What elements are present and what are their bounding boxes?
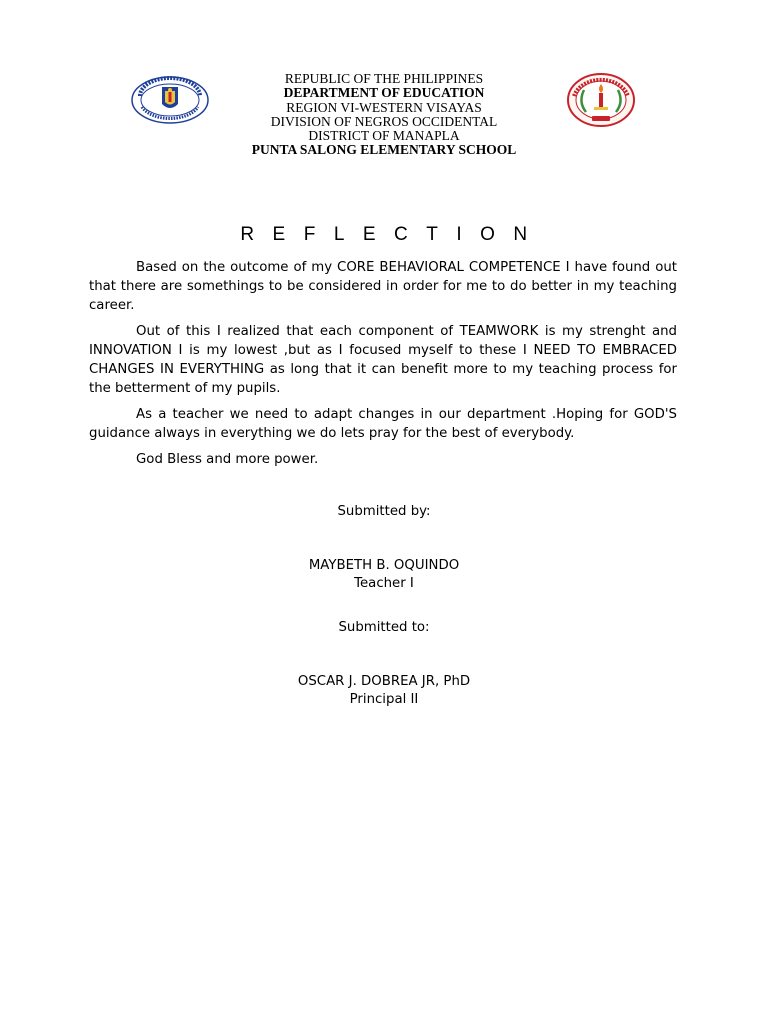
- school-seal-icon: [566, 72, 636, 128]
- reflection-body: [89, 258, 677, 476]
- letterhead-republic: REPUBLIC OF THE PHILIPPINES: [284, 71, 484, 86]
- submitter-name: MAYBETH B. OQUINDO: [308, 558, 460, 573]
- letterhead-region: REGION VI-WESTERN VISAYAS: [286, 99, 482, 115]
- closing-line: God Bless and more power.: [136, 452, 319, 467]
- letterhead-school: PUNTA SALONG ELEMENTARY SCHOOL: [251, 142, 517, 158]
- paragraph: As a teacher we need to adapt changes in our department .Hoping for GOD'S guidance always in everything we do lets pray for the best of everybody.: [89, 407, 677, 441]
- letterhead: [0, 72, 768, 158]
- recipient-position: Principal II: [349, 692, 419, 707]
- submitter-position: Teacher I: [354, 576, 414, 591]
- recipient-name: OSCAR J. DOBREA JR, PhD: [297, 674, 471, 689]
- paragraph: Out of this I realized that each component of TEAMWORK is my strenght and INNOVATION I is my lowest ,but as I focused myself to these I NEED TO EMBRACED CHANGES IN EVERYTHING as long that it can benefit more to my teaching process for the betterment of my pupils.: [89, 324, 677, 396]
- document-title: REFLECTION: [240, 224, 546, 245]
- letterhead-division: DIVISION OF NEGROS OCCIDENTAL: [270, 113, 498, 129]
- submitted-by-label: Submitted by:: [337, 504, 431, 519]
- letterhead-district: DISTRICT OF MANAPLA: [308, 128, 460, 144]
- letterhead-department: DEPARTMENT OF EDUCATION: [283, 85, 485, 101]
- submitted-to-label: Submitted to:: [338, 620, 430, 635]
- paragraph: Based on the outcome of my CORE BEHAVIORAL COMPETENCE I have found out that there are somethings to be considered in order for me to do better in my teaching career.: [89, 260, 677, 313]
